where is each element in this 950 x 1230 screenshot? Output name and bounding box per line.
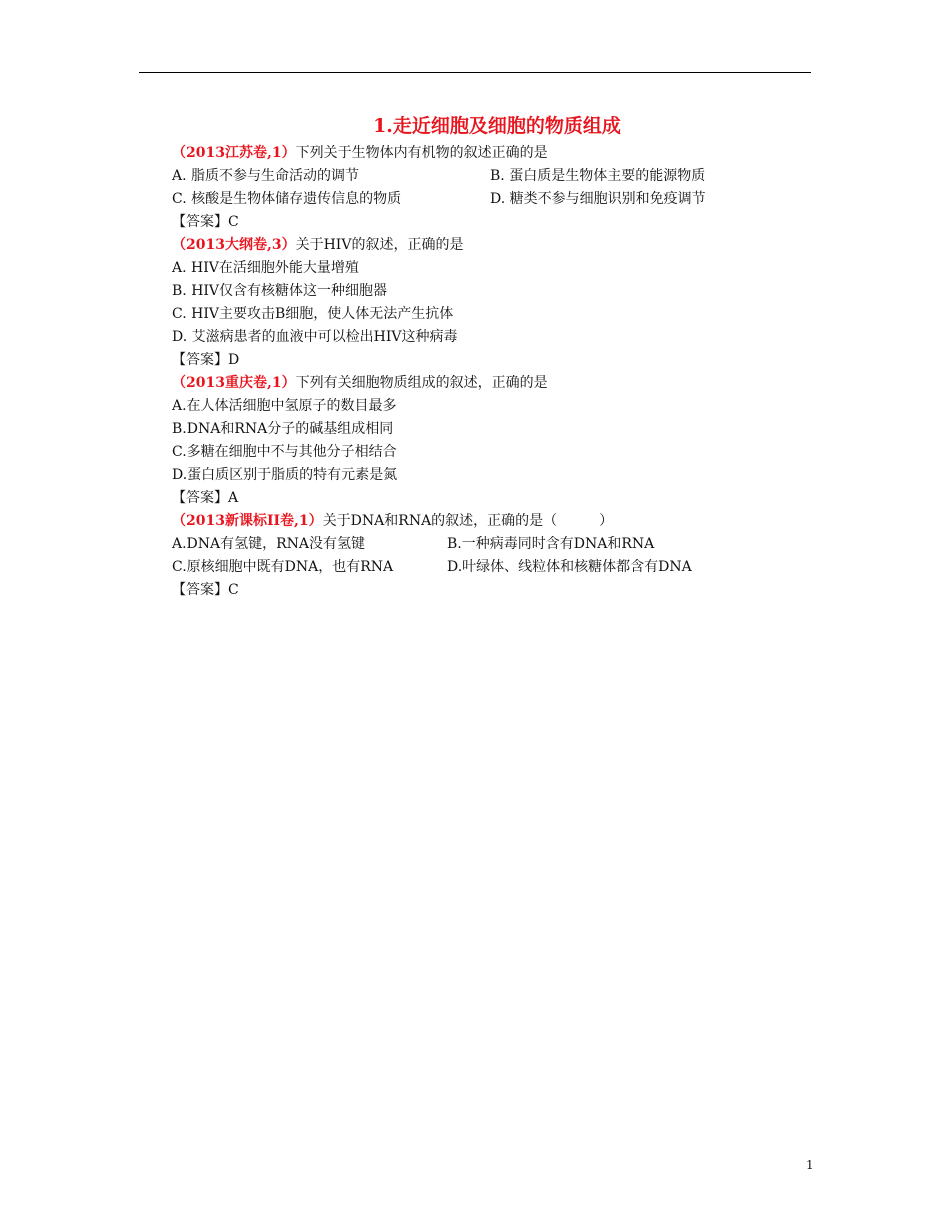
option-c: C.原核细胞中既有DNA，也有RNA	[172, 559, 394, 575]
question-2	[172, 234, 772, 257]
question-4	[172, 510, 772, 533]
page-title: 1.走近细胞及细胞的物质组成	[373, 115, 621, 137]
option-b: B.一种病毒同时含有DNA和RNA	[447, 536, 655, 552]
option-a: A. 脂质不参与生命活动的调节	[172, 168, 360, 184]
question-3	[172, 372, 772, 395]
question-stem: 关于HIV的叙述，正确的是	[295, 237, 464, 253]
answer: 【答案】A	[172, 490, 239, 506]
question-stem: 下列有关细胞物质组成的叙述，正确的是	[295, 375, 548, 391]
question-source: （2013江苏卷,1）	[172, 145, 296, 161]
question-source: （2013重庆卷,1）	[172, 375, 296, 391]
option-d: D. 艾滋病患者的血液中可以检出HIV这种病毒	[172, 329, 458, 345]
question-stem: 下列关于生物体内有机物的叙述正确的是	[295, 145, 548, 161]
question-source: （2013新课标II卷,1）	[172, 513, 323, 529]
option-row	[172, 188, 772, 211]
page-number: 1	[806, 1158, 814, 1172]
option-row	[172, 165, 772, 188]
option-d: D.蛋白质区别于脂质的特有元素是氮	[172, 467, 398, 483]
option-c: C.多糖在细胞中不与其他分子相结合	[172, 444, 397, 460]
document-body	[172, 112, 772, 602]
question-source: （2013大纲卷,3）	[172, 237, 296, 253]
answer: 【答案】D	[172, 352, 240, 368]
header-rule	[139, 72, 811, 73]
option-row	[172, 533, 772, 556]
option-d: D.叶绿体、线粒体和核糖体都含有DNA	[447, 559, 692, 575]
option-a: A.在人体活细胞中氢原子的数目最多	[172, 398, 397, 414]
option-c: C. HIV主要攻击B细胞，使人体无法产生抗体	[172, 306, 454, 322]
question-1	[172, 142, 772, 165]
option-b: B.DNA和RNA分子的碱基组成相同	[172, 421, 394, 437]
answer: 【答案】C	[172, 582, 239, 598]
option-a: A.DNA有氢键，RNA没有氢键	[172, 536, 366, 552]
option-d: D. 糖类不参与细胞识别和免疫调节	[490, 191, 706, 207]
option-c: C. 核酸是生物体储存遗传信息的物质	[172, 191, 402, 207]
answer: 【答案】C	[172, 214, 239, 230]
option-b: B. 蛋白质是生物体主要的能源物质	[490, 168, 706, 184]
option-b: B. HIV仅含有核糖体这一种细胞器	[172, 283, 388, 299]
question-stem: 关于DNA和RNA的叙述，正确的是（ ）	[322, 513, 614, 529]
option-row	[172, 556, 772, 579]
option-a: A. HIV在活细胞外能大量增殖	[172, 260, 359, 276]
